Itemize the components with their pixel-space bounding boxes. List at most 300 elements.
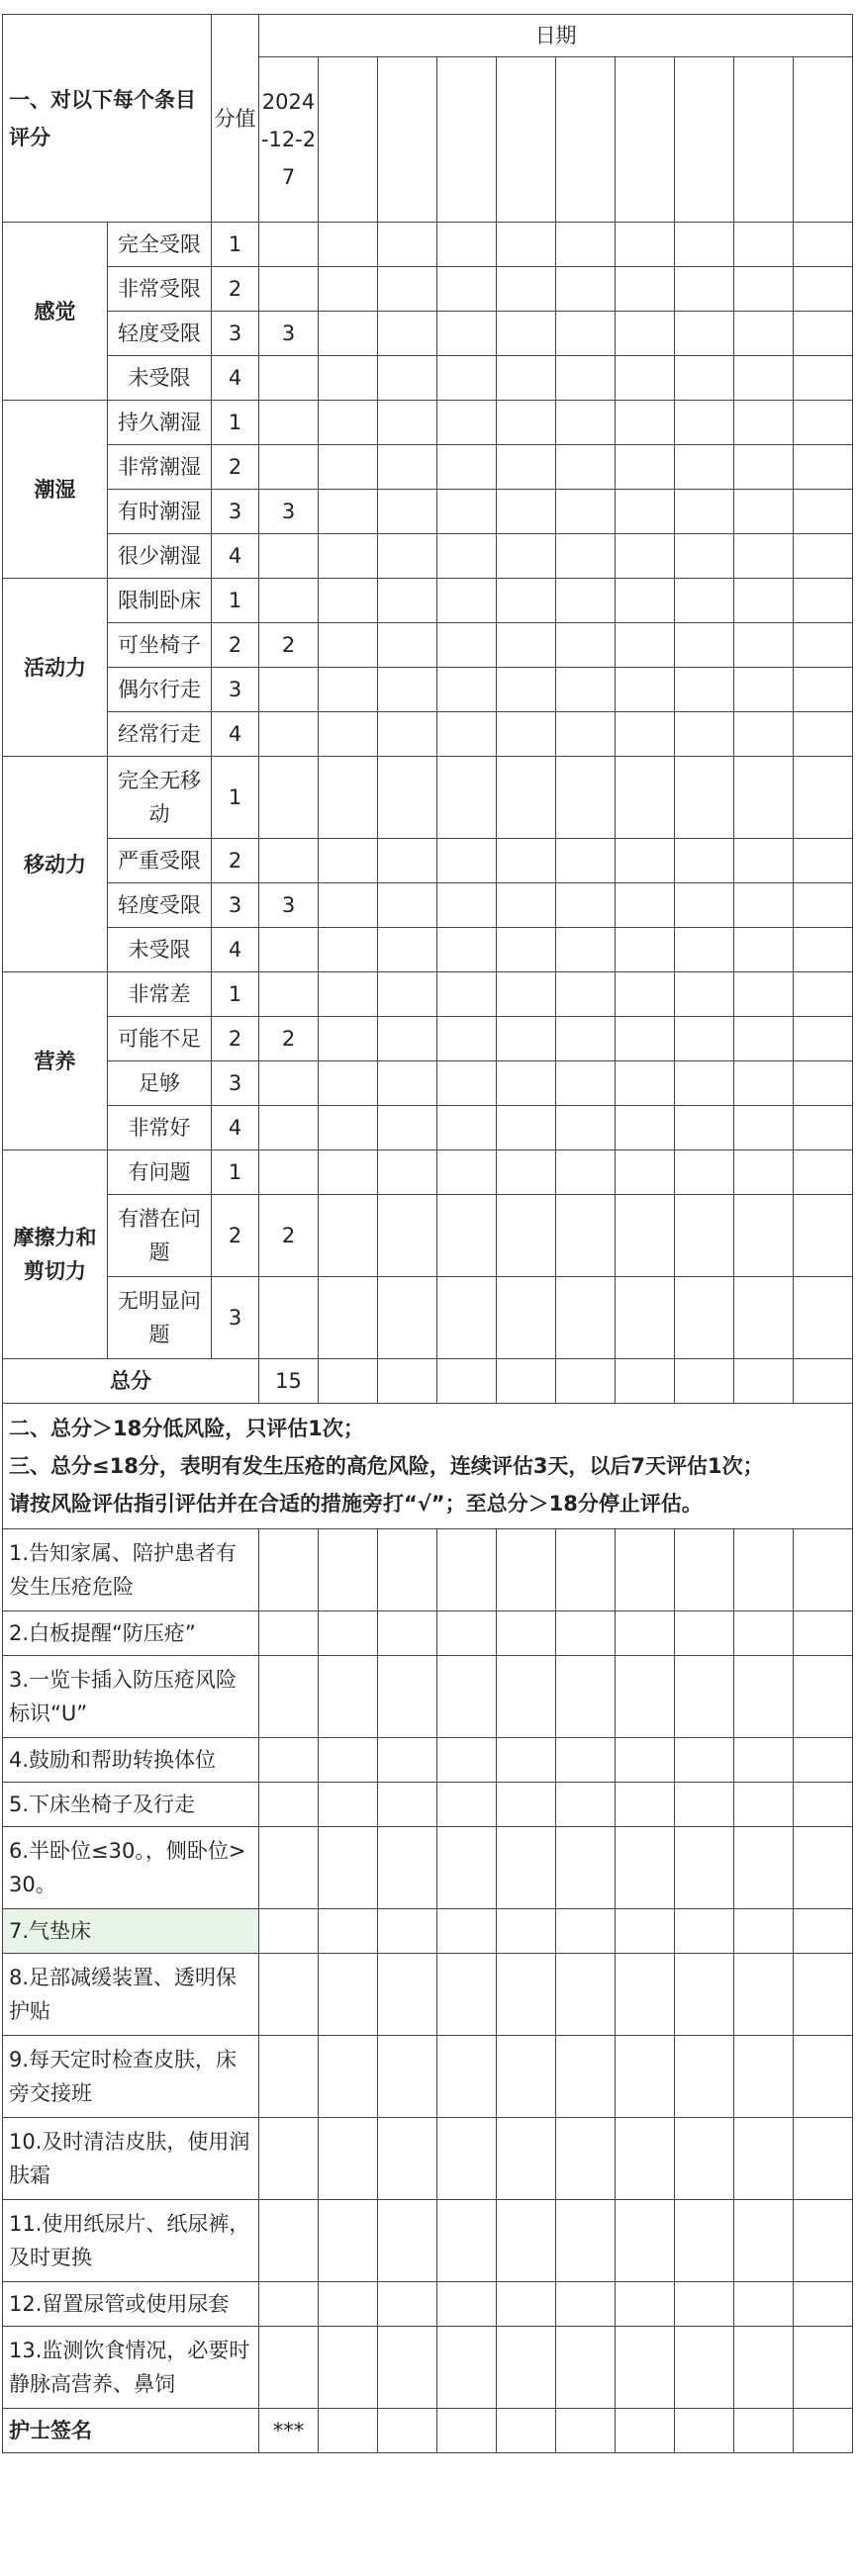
date-entry-cell[interactable] [675,928,734,972]
date-entry-cell[interactable] [259,2118,319,2200]
date-entry-cell[interactable] [437,1195,497,1277]
date-entry-cell[interactable] [319,1359,378,1404]
date-entry-cell[interactable] [497,623,556,668]
date-entry-cell[interactable] [378,883,437,928]
date-entry-cell[interactable] [556,1277,616,1359]
date-entry-cell[interactable] [319,1150,378,1195]
date-entry-cell[interactable] [319,1106,378,1150]
date-entry-cell[interactable] [497,1359,556,1404]
date-entry-cell[interactable] [794,2409,853,2453]
date-entry-cell[interactable] [319,1656,378,1738]
date-entry-cell[interactable] [259,712,319,757]
date-entry-cell[interactable] [378,579,437,623]
date-entry-cell[interactable] [794,534,853,579]
date-entry-cell[interactable] [437,2036,497,2118]
date-entry-cell[interactable] [497,312,556,356]
date-entry-cell[interactable] [556,445,616,490]
date-entry-cell[interactable] [734,1656,794,1738]
date-entry-cell[interactable] [794,668,853,712]
date-entry-cell[interactable] [734,534,794,579]
date-entry-cell[interactable] [794,356,853,401]
date-entry-cell[interactable] [259,1738,319,1783]
date-entry-cell[interactable] [437,1738,497,1783]
date-entry-cell[interactable] [675,2327,734,2409]
date-entry-cell[interactable] [794,2282,853,2327]
date-entry-cell[interactable] [794,1954,853,2036]
date-entry-cell[interactable] [616,312,675,356]
date-entry-cell[interactable] [556,2200,616,2282]
date-entry-cell[interactable] [497,1656,556,1738]
date-entry-cell[interactable] [556,267,616,312]
date-entry-cell[interactable] [556,1359,616,1404]
date-entry-cell[interactable] [734,883,794,928]
date-entry-cell[interactable] [378,668,437,712]
date-entry-cell[interactable] [259,757,319,839]
date-entry-cell[interactable] [437,2327,497,2409]
date-entry-cell[interactable] [616,2118,675,2200]
date-entry-cell[interactable] [675,839,734,883]
date-entry-cell[interactable] [794,1783,853,1827]
date-entry-cell[interactable] [437,668,497,712]
date-entry-cell[interactable] [378,490,437,534]
date-entry-cell[interactable] [319,1195,378,1277]
date-entry-cell[interactable] [616,972,675,1017]
date-entry-cell[interactable] [734,839,794,883]
date-entry-cell[interactable] [616,267,675,312]
date-entry-cell[interactable] [437,1106,497,1150]
date-entry-cell[interactable] [319,623,378,668]
date-entry-cell[interactable] [319,356,378,401]
date-entry-cell[interactable] [556,1017,616,1061]
date-entry-cell[interactable] [497,2327,556,2409]
date-entry-cell[interactable] [259,1150,319,1195]
date-entry-cell[interactable] [556,223,616,267]
date-entry-cell[interactable] [734,668,794,712]
date-entry-cell[interactable] [616,757,675,839]
date-entry-cell[interactable] [734,1783,794,1827]
date-entry-cell[interactable] [556,1827,616,1909]
date-entry-cell[interactable] [794,928,853,972]
date-entry-cell[interactable] [259,2200,319,2282]
date-entry-cell[interactable] [675,1738,734,1783]
date-entry-cell[interactable] [675,2118,734,2200]
date-entry-cell[interactable] [556,1954,616,2036]
date-entry-cell[interactable] [794,490,853,534]
date-entry-cell[interactable] [556,1529,616,1611]
date-entry-cell[interactable] [794,2036,853,2118]
date-entry-cell[interactable] [497,2200,556,2282]
date-entry-cell[interactable] [378,2327,437,2409]
date-entry-cell[interactable] [675,972,734,1017]
date-entry-cell[interactable] [675,1954,734,2036]
date-entry-cell[interactable] [378,1061,437,1106]
date-entry-cell[interactable] [497,712,556,757]
date-entry-cell[interactable] [675,1529,734,1611]
date-entry-cell[interactable]: 2 [259,623,319,668]
date-entry-cell[interactable] [319,2409,378,2453]
date-entry-cell[interactable] [616,883,675,928]
date-entry-cell[interactable]: 3 [259,312,319,356]
date-entry-cell[interactable] [675,1656,734,1738]
date-entry-cell[interactable] [734,712,794,757]
date-entry-cell[interactable] [556,623,616,668]
date-entry-cell[interactable] [378,1738,437,1783]
date-entry-cell[interactable] [437,839,497,883]
date-entry-cell[interactable] [675,401,734,445]
date-entry-cell[interactable] [675,1359,734,1404]
date-entry-cell[interactable] [794,1611,853,1656]
date-entry-cell[interactable] [378,2036,437,2118]
date-entry-cell[interactable] [437,757,497,839]
date-entry-cell[interactable] [319,267,378,312]
date-entry-cell[interactable] [437,445,497,490]
date-entry-cell[interactable] [616,401,675,445]
date-entry-cell[interactable] [675,668,734,712]
date-entry-cell[interactable] [319,883,378,928]
date-entry-cell[interactable] [616,1738,675,1783]
date-entry-cell[interactable] [794,579,853,623]
date-entry-cell[interactable] [616,839,675,883]
date-entry-cell[interactable] [675,1195,734,1277]
date-entry-cell[interactable] [437,1529,497,1611]
date-entry-cell[interactable] [675,2036,734,2118]
date-entry-cell[interactable] [675,1061,734,1106]
date-entry-cell[interactable] [734,445,794,490]
date-entry-cell[interactable] [675,883,734,928]
date-entry-cell[interactable] [378,1954,437,2036]
date-entry-cell[interactable] [319,1277,378,1359]
date-entry-cell[interactable] [734,1359,794,1404]
date-entry-cell[interactable] [259,1277,319,1359]
date-entry-cell[interactable] [616,1827,675,1909]
date-entry-cell[interactable] [259,1529,319,1611]
date-entry-cell[interactable] [437,1611,497,1656]
date-entry-cell[interactable] [794,1359,853,1404]
date-entry-cell[interactable] [378,2282,437,2327]
date-entry-cell[interactable] [734,356,794,401]
date-entry-cell[interactable] [437,623,497,668]
date-entry-cell[interactable] [437,1359,497,1404]
date-entry-cell[interactable] [319,1827,378,1909]
date-entry-cell[interactable] [794,2118,853,2200]
date-entry-cell[interactable] [794,839,853,883]
date-entry-cell[interactable] [497,1277,556,1359]
date-entry-cell[interactable] [675,490,734,534]
date-entry-cell[interactable] [437,1150,497,1195]
date-entry-cell[interactable] [378,223,437,267]
date-entry-cell[interactable] [794,2200,853,2282]
date-entry-cell[interactable] [437,1954,497,2036]
date-entry-cell[interactable] [734,1611,794,1656]
date-entry-cell[interactable] [616,534,675,579]
date-entry-cell[interactable] [616,1611,675,1656]
date-entry-cell[interactable] [497,1909,556,1954]
date-entry-cell[interactable] [259,2327,319,2409]
date-entry-cell[interactable] [378,1150,437,1195]
date-entry-cell[interactable] [319,445,378,490]
date-entry-cell[interactable] [616,1061,675,1106]
date-entry-cell[interactable] [675,267,734,312]
date-entry-cell[interactable] [616,579,675,623]
date-entry-cell[interactable] [497,401,556,445]
date-entry-cell[interactable] [259,1656,319,1738]
date-entry-cell[interactable] [437,972,497,1017]
date-entry-cell[interactable] [497,757,556,839]
date-entry-cell[interactable] [259,401,319,445]
date-entry-cell[interactable] [556,2118,616,2200]
date-entry-cell[interactable] [616,1106,675,1150]
date-entry-cell[interactable] [378,839,437,883]
date-entry-cell[interactable] [497,1529,556,1611]
date-entry-cell[interactable] [675,445,734,490]
date-entry-cell[interactable] [734,2282,794,2327]
date-entry-cell[interactable] [497,972,556,1017]
date-entry-cell[interactable] [437,490,497,534]
date-entry-cell[interactable] [616,1277,675,1359]
date-entry-cell[interactable] [497,2118,556,2200]
date-entry-cell[interactable]: 3 [259,490,319,534]
date-entry-cell[interactable] [437,223,497,267]
date-entry-cell[interactable] [794,1195,853,1277]
date-entry-cell[interactable] [437,1783,497,1827]
date-entry-cell[interactable] [437,534,497,579]
date-entry-cell[interactable] [556,2409,616,2453]
date-entry-cell[interactable] [794,1277,853,1359]
date-entry-cell[interactable] [319,712,378,757]
date-entry-cell[interactable] [556,2282,616,2327]
date-entry-cell[interactable] [437,1656,497,1738]
date-entry-cell[interactable] [437,1061,497,1106]
date-entry-cell[interactable] [259,668,319,712]
date-entry-cell[interactable] [497,1195,556,1277]
date-entry-cell[interactable] [734,1195,794,1277]
date-entry-cell[interactable] [556,401,616,445]
date-entry-cell[interactable] [378,1783,437,1827]
date-entry-cell[interactable] [556,712,616,757]
date-entry-cell[interactable] [378,1359,437,1404]
date-entry-cell[interactable] [675,223,734,267]
date-entry-cell[interactable] [675,534,734,579]
date-entry-cell[interactable] [675,1611,734,1656]
date-entry-cell[interactable] [259,223,319,267]
date-entry-cell[interactable] [794,757,853,839]
date-entry-cell[interactable] [319,839,378,883]
date-entry-cell[interactable]: 2 [259,1195,319,1277]
date-entry-cell[interactable] [675,757,734,839]
date-entry-cell[interactable] [497,1061,556,1106]
date-entry-cell[interactable] [616,490,675,534]
date-entry-cell[interactable] [378,401,437,445]
date-entry-cell[interactable] [556,972,616,1017]
date-entry-cell[interactable] [319,2036,378,2118]
date-entry-cell[interactable] [556,356,616,401]
signature-cell[interactable]: *** [259,2409,319,2453]
date-entry-cell[interactable] [437,2409,497,2453]
date-entry-cell[interactable] [556,2327,616,2409]
date-entry-cell[interactable] [319,1529,378,1611]
date-entry-cell[interactable] [259,1106,319,1150]
date-entry-cell[interactable] [675,712,734,757]
date-entry-cell[interactable] [259,839,319,883]
date-entry-cell[interactable] [378,1827,437,1909]
date-entry-cell[interactable] [497,2409,556,2453]
date-entry-cell[interactable] [794,1106,853,1150]
date-entry-cell[interactable] [616,623,675,668]
date-entry-cell[interactable] [378,2409,437,2453]
date-entry-cell[interactable] [734,223,794,267]
date-entry-cell[interactable] [675,1783,734,1827]
date-entry-cell[interactable] [259,1827,319,1909]
date-entry-cell[interactable] [616,928,675,972]
date-entry-cell[interactable] [556,1783,616,1827]
date-entry-cell[interactable] [378,972,437,1017]
date-entry-cell[interactable] [734,1061,794,1106]
date-entry-cell[interactable] [675,356,734,401]
date-entry-cell[interactable] [378,1529,437,1611]
date-entry-cell[interactable] [497,1150,556,1195]
date-entry-cell[interactable] [734,401,794,445]
date-entry-cell[interactable] [497,1106,556,1150]
date-entry-cell[interactable] [497,267,556,312]
date-entry-cell[interactable] [378,1195,437,1277]
date-entry-cell[interactable] [734,2409,794,2453]
date-entry-cell[interactable] [734,1017,794,1061]
date-entry-cell[interactable] [556,1195,616,1277]
date-entry-cell[interactable] [259,1909,319,1954]
date-entry-cell[interactable] [497,356,556,401]
date-entry-cell[interactable] [794,623,853,668]
date-entry-cell[interactable] [497,1827,556,1909]
date-entry-cell[interactable] [319,1061,378,1106]
date-entry-cell[interactable] [497,839,556,883]
date-entry-cell[interactable] [734,2036,794,2118]
date-entry-cell[interactable] [497,1954,556,2036]
date-entry-cell[interactable] [319,1909,378,1954]
date-entry-cell[interactable] [378,928,437,972]
date-entry-cell[interactable] [378,1656,437,1738]
date-entry-cell[interactable] [734,2118,794,2200]
date-entry-cell[interactable] [497,1783,556,1827]
date-entry-cell[interactable] [616,2327,675,2409]
date-entry-cell[interactable] [794,972,853,1017]
date-entry-cell[interactable] [556,668,616,712]
date-entry-cell[interactable] [378,2200,437,2282]
date-entry-cell[interactable] [616,1359,675,1404]
date-entry-cell[interactable] [675,623,734,668]
date-entry-cell[interactable] [259,1611,319,1656]
date-entry-cell[interactable] [556,1738,616,1783]
date-entry-cell[interactable] [734,972,794,1017]
date-entry-cell[interactable] [319,1954,378,2036]
date-entry-cell[interactable] [616,445,675,490]
date-entry-cell[interactable] [616,1017,675,1061]
date-entry-cell[interactable] [794,2327,853,2409]
date-entry-cell[interactable] [497,490,556,534]
date-entry-cell[interactable] [556,928,616,972]
date-entry-cell[interactable] [794,1909,853,1954]
date-entry-cell[interactable] [437,267,497,312]
date-entry-cell[interactable] [378,2118,437,2200]
date-entry-cell[interactable] [378,445,437,490]
date-entry-cell[interactable] [794,1827,853,1909]
date-entry-cell[interactable] [734,267,794,312]
date-entry-cell[interactable] [556,534,616,579]
date-entry-cell[interactable] [616,1656,675,1738]
date-entry-cell[interactable] [675,2282,734,2327]
date-entry-cell[interactable] [259,928,319,972]
date-entry-cell[interactable] [734,1827,794,1909]
date-entry-cell[interactable] [556,1611,616,1656]
date-entry-cell[interactable] [319,534,378,579]
date-entry-cell[interactable] [259,2282,319,2327]
date-entry-cell[interactable] [794,1529,853,1611]
date-entry-cell[interactable] [616,2409,675,2453]
date-entry-cell[interactable] [437,2118,497,2200]
date-entry-cell[interactable] [616,1909,675,1954]
date-entry-cell[interactable] [378,623,437,668]
date-entry-cell[interactable] [616,1195,675,1277]
date-entry-cell[interactable] [378,1277,437,1359]
date-entry-cell[interactable] [497,1611,556,1656]
date-entry-cell[interactable] [556,883,616,928]
date-entry-cell[interactable] [675,579,734,623]
date-entry-cell[interactable] [319,401,378,445]
date-entry-cell[interactable] [556,579,616,623]
date-entry-cell[interactable] [556,1656,616,1738]
date-entry-cell[interactable] [319,2200,378,2282]
date-entry-cell[interactable] [259,2036,319,2118]
date-entry-cell[interactable] [497,928,556,972]
date-entry-cell[interactable] [497,2036,556,2118]
date-entry-cell[interactable] [437,928,497,972]
date-entry-cell[interactable] [378,1909,437,1954]
date-entry-cell[interactable] [259,1061,319,1106]
date-entry-cell[interactable] [734,312,794,356]
date-entry-cell[interactable] [437,1017,497,1061]
date-entry-cell[interactable] [378,267,437,312]
date-entry-cell[interactable] [437,1277,497,1359]
date-entry-cell[interactable] [259,356,319,401]
date-entry-cell[interactable] [675,1106,734,1150]
date-entry-cell[interactable] [616,712,675,757]
date-entry-cell[interactable] [497,1017,556,1061]
date-entry-cell[interactable] [497,579,556,623]
date-entry-cell[interactable] [556,1150,616,1195]
date-entry-cell[interactable] [616,2200,675,2282]
date-entry-cell[interactable] [734,1909,794,1954]
date-entry-cell[interactable] [437,1827,497,1909]
date-entry-cell[interactable] [378,1017,437,1061]
date-entry-cell[interactable] [319,668,378,712]
date-entry-cell[interactable] [437,883,497,928]
date-entry-cell[interactable] [556,1061,616,1106]
date-entry-cell[interactable] [497,445,556,490]
date-entry-cell[interactable] [437,401,497,445]
date-entry-cell[interactable] [675,1277,734,1359]
date-entry-cell[interactable] [378,534,437,579]
date-entry-cell[interactable] [794,1738,853,1783]
date-entry-cell[interactable] [259,267,319,312]
date-entry-cell[interactable] [437,579,497,623]
date-entry-cell[interactable] [437,712,497,757]
date-entry-cell[interactable] [734,623,794,668]
date-entry-cell[interactable] [319,490,378,534]
date-entry-cell[interactable] [734,1954,794,2036]
date-entry-cell[interactable] [675,312,734,356]
date-entry-cell[interactable] [378,1611,437,1656]
date-entry-cell[interactable] [497,534,556,579]
date-entry-cell[interactable] [319,928,378,972]
